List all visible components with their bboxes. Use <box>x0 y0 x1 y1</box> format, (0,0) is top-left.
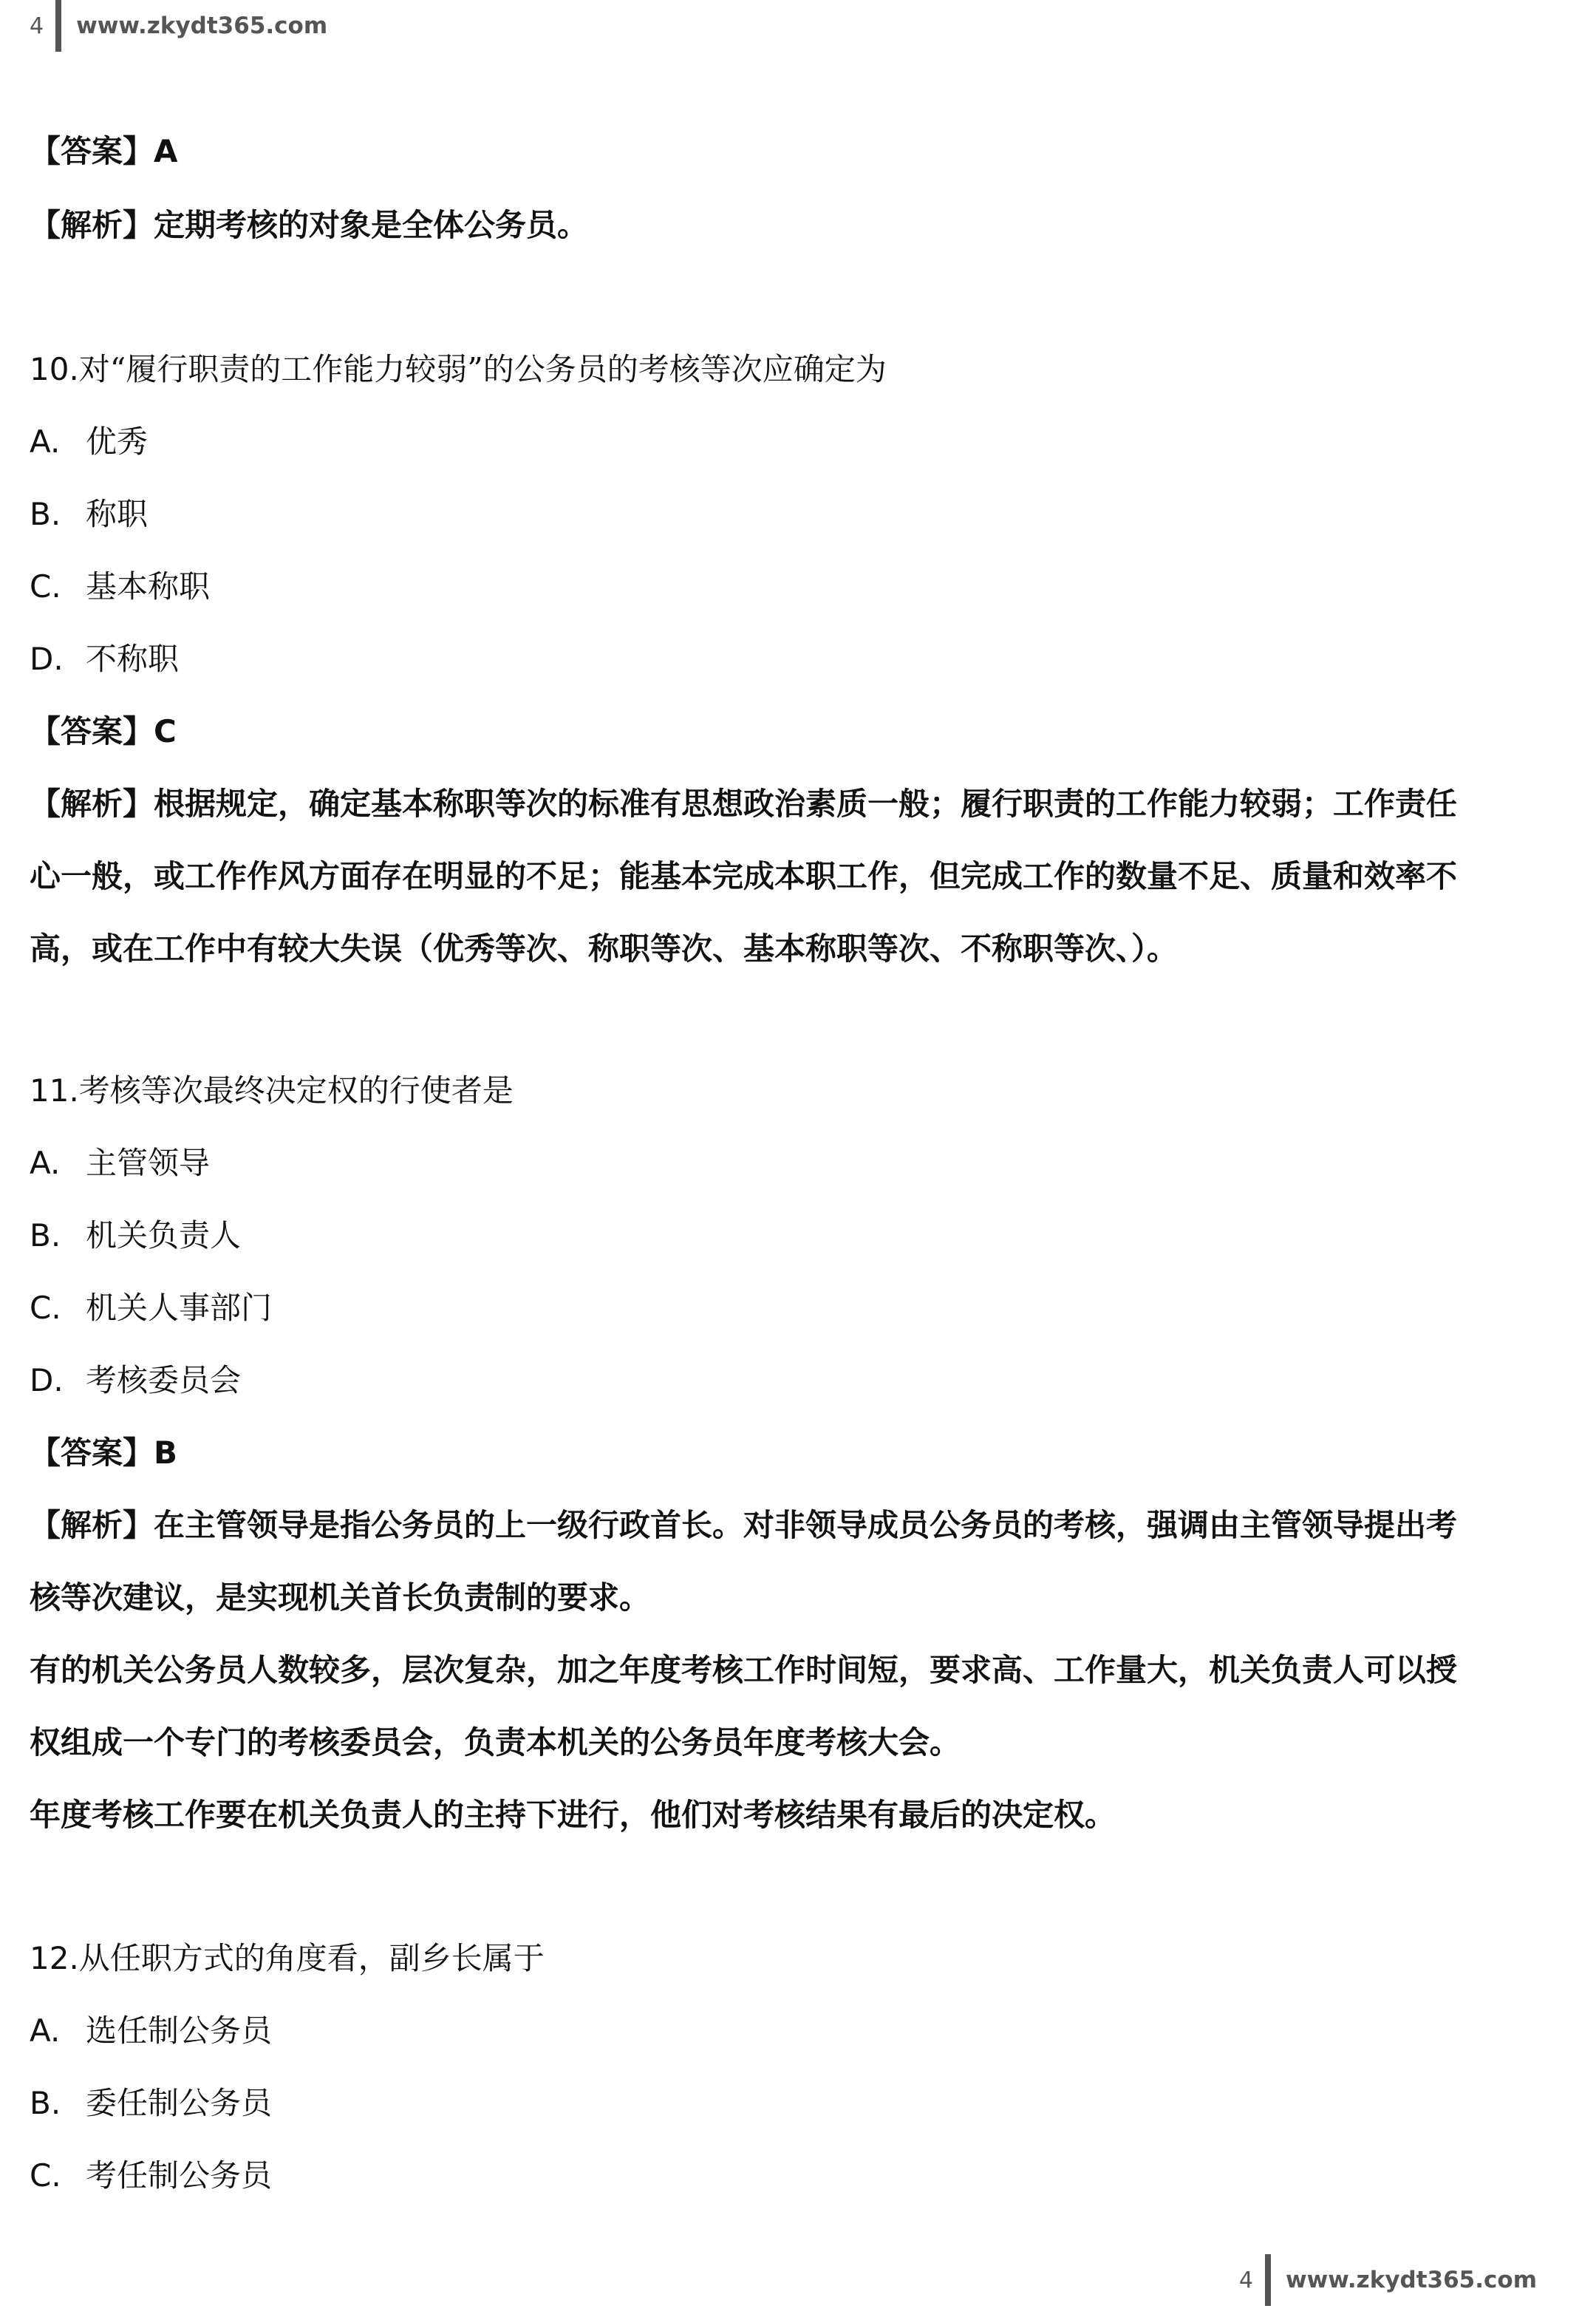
footer-divider <box>1265 2254 1271 2306</box>
footer-site-url: www.zkydt365.com <box>1285 2267 1537 2293</box>
page-header <box>30 0 327 52</box>
q10-option-d: D. 不称职 <box>30 641 180 677</box>
q12-option-c: C. 考任制公务员 <box>30 2157 273 2194</box>
q12-question <box>30 1940 545 1977</box>
q11-number: 11. <box>30 1072 79 1109</box>
q11-option-d: D. 考核委员会 <box>30 1362 242 1398</box>
q10-option-a: A. 优秀 <box>30 423 149 460</box>
q12-option-b: B. 委任制公务员 <box>30 2085 273 2121</box>
q10-stem: 对“履行职责的工作能力较弱”的公务员的考核等次应确定为 <box>78 351 887 387</box>
q9-answer: 【答案】A <box>30 133 178 169</box>
q10-option-c: C. 基本称职 <box>30 568 211 605</box>
q10-question <box>30 351 887 388</box>
q10-analysis-line-3: 高，或在工作中有较大失误（优秀等次、称职等次、基本称职等次、不称职等次、）。 <box>30 930 1179 967</box>
q10-answer: 【答案】C <box>30 713 177 749</box>
q10-analysis-line-2: 心一般，或工作作风方面存在明显的不足；能基本完成本职工作，但完成工作的数量不足、质量和效率不 <box>30 858 1458 894</box>
q11-analysis-line-5: 年度考核工作要在机关负责人的主持下进行，他们对考核结果有最后的决定权。 <box>30 1797 1116 1833</box>
q11-analysis-line-1: 【解析】在主管领导是指公务员的上一级行政首长。对非领导成员公务员的考核，强调由主管领导提出考 <box>30 1507 1458 1543</box>
q10-option-b: B. 称职 <box>30 496 149 532</box>
q11-option-a: A. 主管领导 <box>30 1145 211 1181</box>
q11-option-c: C. 机关人事部门 <box>30 1290 273 1326</box>
header-divider <box>55 0 61 52</box>
q12-option-a: A. 选任制公务员 <box>30 2013 273 2049</box>
q10-number: 10. <box>30 351 79 387</box>
q9-analysis: 【解析】定期考核的对象是全体公务员。 <box>30 207 589 243</box>
header-page-number: 4 <box>30 13 44 39</box>
q11-analysis-line-3: 有的机关公务员人数较多，层次复杂，加之年度考核工作时间短，要求高、工作量大，机关负责人可以授 <box>30 1652 1458 1688</box>
q11-analysis-line-4: 权组成一个专门的考核委员会，负责本机关的公务员年度考核大会。 <box>30 1724 961 1760</box>
q12-stem: 从任职方式的角度看，副乡长属于 <box>78 1940 545 1976</box>
q11-question <box>30 1072 514 1109</box>
q11-answer: 【答案】B <box>30 1435 178 1471</box>
q11-option-b: B. 机关负责人 <box>30 1217 242 1253</box>
q11-stem: 考核等次最终决定权的行使者是 <box>78 1072 514 1109</box>
q11-analysis-line-2: 核等次建议，是实现机关首长负责制的要求。 <box>30 1579 651 1616</box>
footer-page-number: 4 <box>1238 2267 1253 2293</box>
page-footer <box>1239 2254 1537 2306</box>
q10-analysis-line-1: 【解析】根据规定，确定基本称职等次的标准有思想政治素质一般；履行职责的工作能力较弱；工作责任 <box>30 786 1458 822</box>
header-site-url: www.zkydt365.com <box>76 13 328 39</box>
q12-number: 12. <box>30 1940 79 1976</box>
